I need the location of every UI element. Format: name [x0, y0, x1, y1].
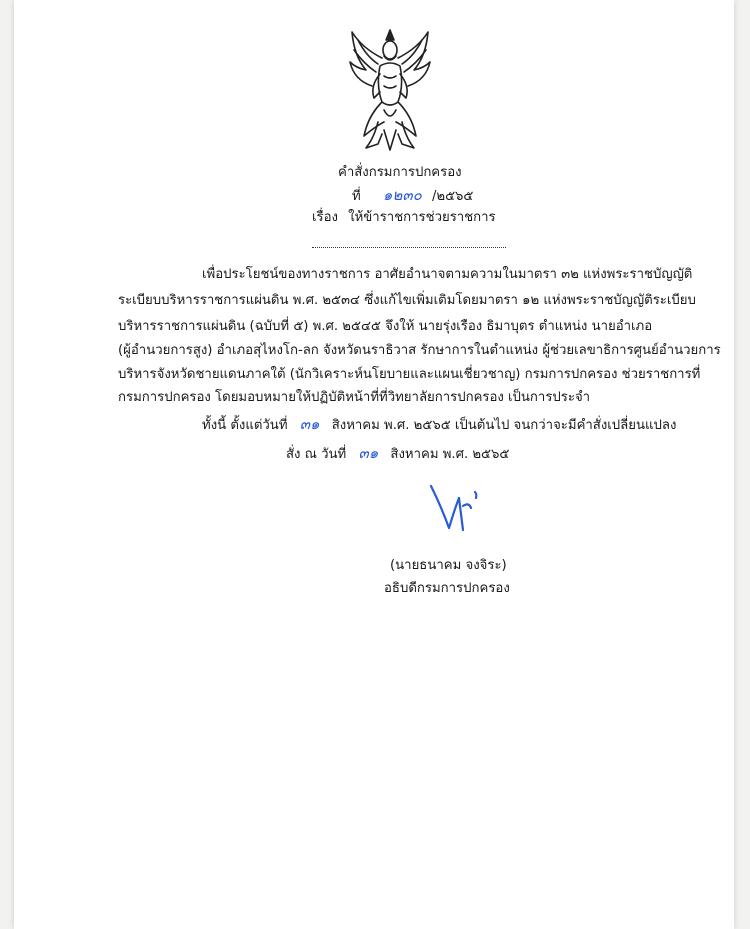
number-label: ที่ [352, 189, 361, 204]
body-line-6: กรมการปกครอง โดยมอบหมายให้ปฏิบัติหน้าที่ที่วิทยาลัยการปกครอง เป็นการประจำ [118, 390, 591, 405]
number-year: /๒๕๖๕ [431, 189, 474, 204]
effective-date-line [202, 415, 676, 435]
effective-prefix: ทั้งนี้ ตั้งแต่วันที่ [202, 418, 288, 433]
signatory-name: (นายธนาคม จงจิระ) [390, 558, 507, 573]
garuda-emblem-icon [344, 26, 436, 154]
signatory-position: อธิบดีกรมการปกครอง [384, 581, 510, 596]
body-line-5: บริหารจังหวัดชายแดนภาคใต้ (นักวิเคราะห์นโยบายและแผนเชี่ยวชาญ) กรมการปกครอง ช่วยราชการที่ [118, 367, 701, 382]
separator-line [312, 247, 506, 248]
signature-icon [419, 478, 499, 538]
ordered-day: ๓๑ [358, 444, 379, 462]
body-line-1: เพื่อประโยชน์ของทางราชการ อาศัยอำนาจตามความในมาตรา ๓๒ แห่งพระราชบัญญัติ [202, 267, 693, 282]
body-line-4: (ผู้อำนวยการสูง) อำเภอสุไหงโก-ลก จังหวัดนราธิวาส รักษาการในตำแหน่ง ผู้ช่วยเลขาธิการศูนย์อำนวยการ [118, 343, 721, 358]
effective-suffix: สิงหาคม พ.ศ. ๒๕๖๕ เป็นต้นไป จนกว่าจะมีคำสั่งเปลี่ยนแปลง [331, 418, 677, 433]
ordered-prefix: สั่ง ณ วันที่ [286, 447, 347, 462]
order-title: คำสั่งกรมการปกครอง [338, 165, 462, 180]
number-handwritten: ๑๒๓๐ [382, 186, 422, 204]
body-line-3: บริหารราชการแผ่นดิน (ฉบับที่ ๕) พ.ศ. ๒๕๔๕ จึงให้ นายรุ่งเรือง ธิมาบุตร ตำแหน่ง นายอำเภอ [118, 319, 653, 334]
body-line-2: ระเบียบบริหารราชการแผ่นดิน พ.ศ. ๒๕๓๔ ซึ่งแก้ไขเพิ่มเติมโดยมาตรา ๑๒ แห่งพระราชบัญญัติระเบียบ [118, 293, 696, 308]
subject-label: เรื่อง [312, 210, 338, 225]
subject-line [312, 209, 496, 227]
effective-day: ๓๑ [299, 415, 320, 433]
ordered-date-line [286, 444, 509, 464]
document-page [14, 0, 734, 929]
subject-text: ให้ข้าราชการช่วยราชการ [348, 210, 496, 225]
order-number [352, 186, 473, 206]
ordered-suffix: สิงหาคม พ.ศ. ๒๕๖๕ [390, 447, 510, 462]
